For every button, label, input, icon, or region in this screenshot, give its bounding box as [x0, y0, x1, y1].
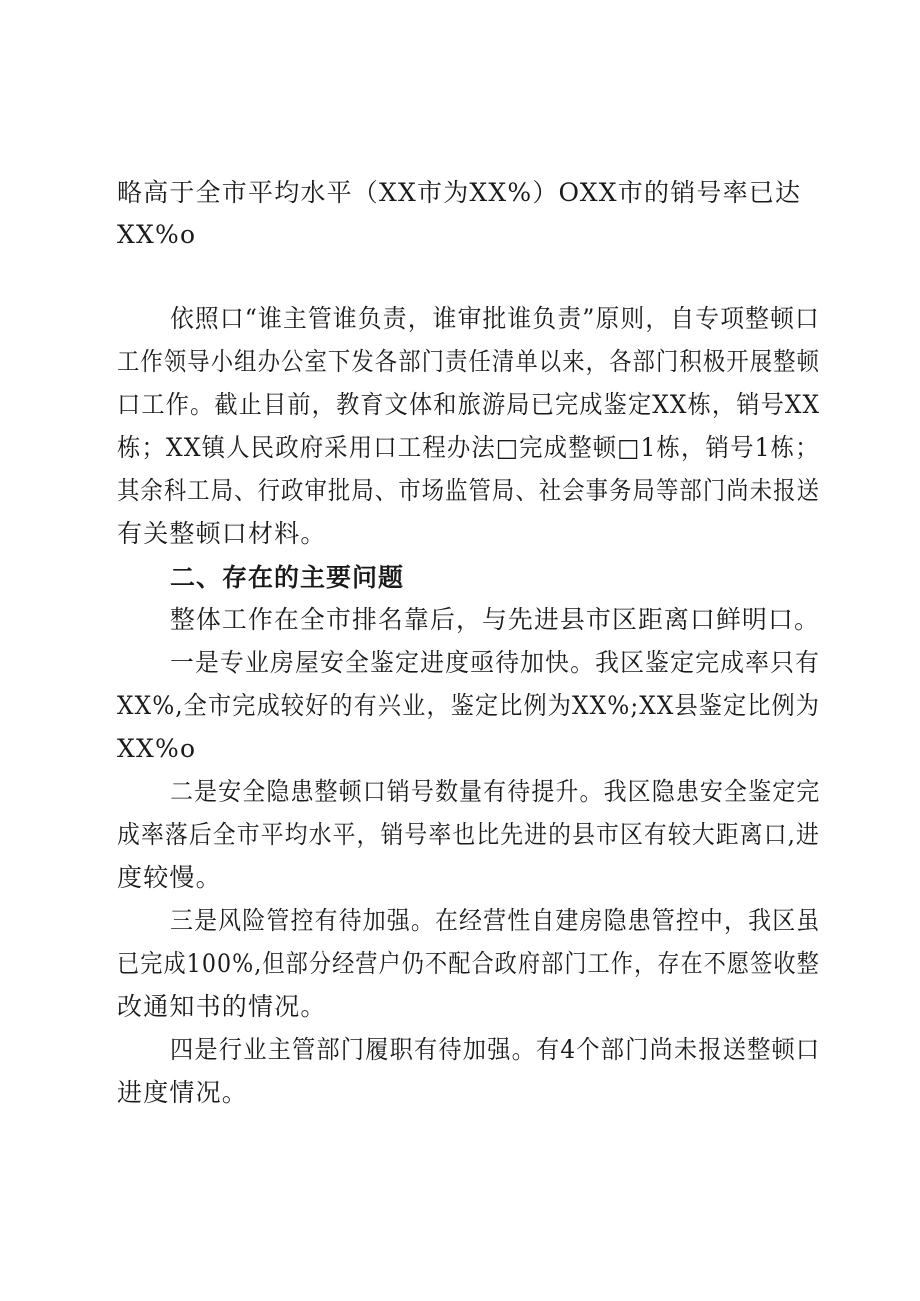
paragraph-line: 口工作。截止目前，教育文体和旅游局已完成鉴定XX栋，销号XX: [117, 390, 821, 419]
paragraph-line: 改通知书的情况。: [117, 992, 327, 1021]
section-heading: 二、存在的主要问题: [170, 563, 405, 592]
paragraph-line: XX%o: [117, 220, 197, 249]
paragraph-line: 度较慢。: [117, 863, 222, 892]
paragraph-line: 三是风险管控有待加强。在经营性自建房隐患管控中，我区虽: [170, 906, 821, 935]
paragraph-line: 整体工作在全市排名靠后，与先进县市区距离口鲜明口。: [170, 605, 821, 634]
paragraph-line: 进度情况。: [117, 1078, 249, 1107]
paragraph-line: 一是专业房屋安全鉴定进度亟待加快。我区鉴定完成率只有: [170, 648, 821, 677]
paragraph-line: 成率落后全市平均水平，销号率也比先进的县市区有较大距离口,进: [117, 820, 820, 849]
paragraph-line: 二是安全隐患整顿口销号数量有待提升。我区隐患安全鉴定完: [170, 777, 821, 806]
paragraph-line: 栋；XX镇人民政府采用口工程办法□完成整顿□1栋，销号1栋；: [117, 433, 820, 462]
paragraph-line: XX%,全市完成较好的有兴业，鉴定比例为XX%;XX县鉴定比例为: [117, 691, 821, 720]
paragraph-line: 其余科工局、行政审批局、市场监管局、社会事务局等部门尚未报送: [117, 476, 821, 505]
paragraph-line: 略高于全市平均水平（XX市为XX%）OXX市的销号率已达: [117, 178, 802, 207]
paragraph-line: 有关整顿口材料。: [117, 519, 327, 548]
paragraph-line: 已完成100%,但部分经营户仍不配合政府部门工作，存在不愿签收整: [117, 949, 820, 978]
paragraph-line: 工作领导小组办公室下发各部门责任清单以来，各部门积极开展整顿: [117, 347, 821, 376]
paragraph-line: 依照口“谁主管谁负责，谁审批谁负责”原则，自专项整顿口: [170, 304, 820, 333]
paragraph-line: 四是行业主管部门履职有待加强。有4个部门尚未报送整顿口: [170, 1035, 821, 1064]
paragraph-line: XX%o: [117, 734, 197, 763]
